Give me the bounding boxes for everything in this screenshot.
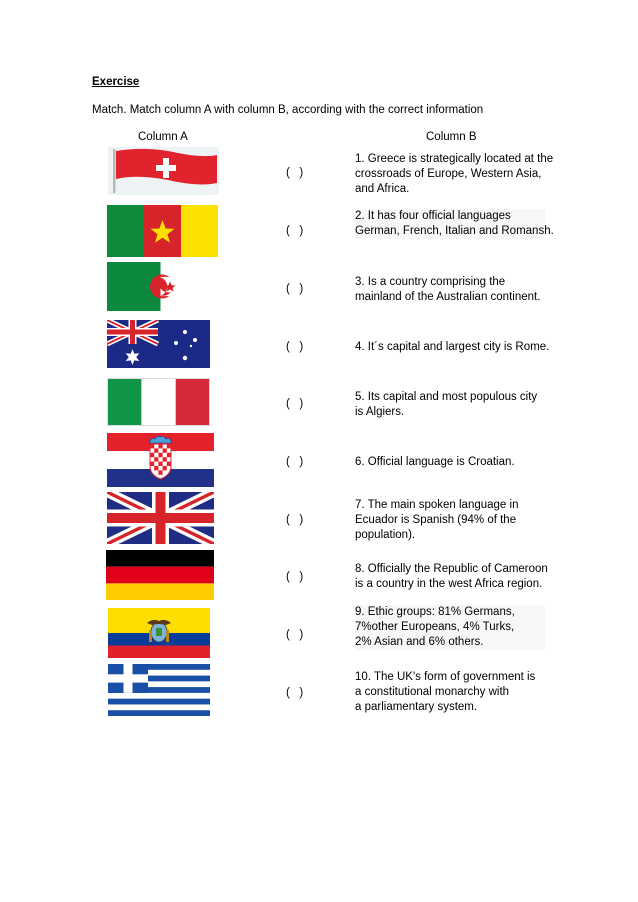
algeria-flag-icon (107, 262, 214, 311)
statement-line: a constitutional monarchy with (355, 686, 510, 698)
answer-blank-2[interactable]: ( ) (286, 225, 304, 237)
statement-line: Ecuador is Spanish (94% of the (355, 514, 517, 526)
statement-6 (355, 455, 547, 470)
italy-flag-icon (107, 378, 210, 426)
answer-blank-7[interactable]: ( ) (286, 514, 304, 526)
statement-line: 6. Official language is Croatian. (355, 456, 515, 468)
statement-line: 9. Ethic groups: 81% Germans, (355, 606, 515, 618)
statement-line: 2% Asian and 6% others. (355, 636, 484, 648)
greece-flag-icon (108, 664, 210, 716)
answer-blank-6[interactable]: ( ) (286, 456, 304, 468)
answer-blank-9[interactable]: ( ) (286, 629, 304, 641)
statement-3 (355, 275, 547, 305)
column-b-header: Column B (426, 131, 477, 143)
croatia-flag-icon (107, 433, 214, 487)
statement-10 (355, 670, 547, 715)
statement-line: 7. The main spoken language in (355, 499, 519, 511)
statement-5 (355, 390, 547, 420)
statement-line: a parliamentary system. (355, 701, 478, 713)
ecuador-flag-icon (108, 608, 210, 658)
statement-line: is a country in the west Africa region. (355, 578, 543, 590)
answer-blank-10[interactable]: ( ) (286, 687, 304, 699)
statement-7 (355, 498, 547, 543)
statement-line: crossroads of Europe, Western Asia, (355, 168, 542, 180)
column-a-header: Column A (138, 131, 188, 143)
exercise-heading: Exercise (92, 76, 140, 88)
statement-line: 1. Greece is strategically located at the (355, 153, 554, 165)
statement-line: 5. Its capital and most populous city (355, 391, 538, 403)
statement-line: population). (355, 529, 416, 541)
statement-line: 10. The UK's form of government is (355, 671, 536, 683)
cameroon-flag-icon (107, 205, 218, 257)
statement-4 (355, 340, 550, 355)
australia-flag-icon (107, 320, 210, 368)
switzerland-flag-icon (108, 147, 219, 195)
answer-blank-4[interactable]: ( ) (286, 341, 304, 353)
uk-flag-icon (107, 492, 214, 544)
statement-line: 2. It has four official languages (355, 210, 511, 222)
statement-line: and Africa. (355, 183, 410, 195)
statement-line: German, French, Italian and Romansh. (355, 225, 554, 237)
statement-line: 8. Officially the Republic of Cameroon (355, 563, 548, 575)
answer-blank-3[interactable]: ( ) (286, 283, 304, 295)
statement-line: 7%other Europeans, 4% Turks, (355, 621, 515, 633)
statement-9 (355, 605, 545, 650)
statement-line: 3. Is a country comprising the (355, 276, 506, 288)
germany-flag-icon (106, 550, 214, 600)
answer-blank-8[interactable]: ( ) (286, 571, 304, 583)
statement-line: is Algiers. (355, 406, 405, 418)
statement-2 (355, 209, 554, 239)
statement-8 (355, 562, 547, 592)
instruction-text: Match. Match column A with column B, according with the correct information (92, 104, 484, 116)
statement-1 (355, 152, 554, 197)
answer-blank-1[interactable]: ( ) (286, 167, 304, 179)
answer-blank-5[interactable]: ( ) (286, 398, 304, 410)
statement-line: 4. It´s capital and largest city is Rome. (355, 341, 550, 353)
statement-line: mainland of the Australian continent. (355, 291, 541, 303)
